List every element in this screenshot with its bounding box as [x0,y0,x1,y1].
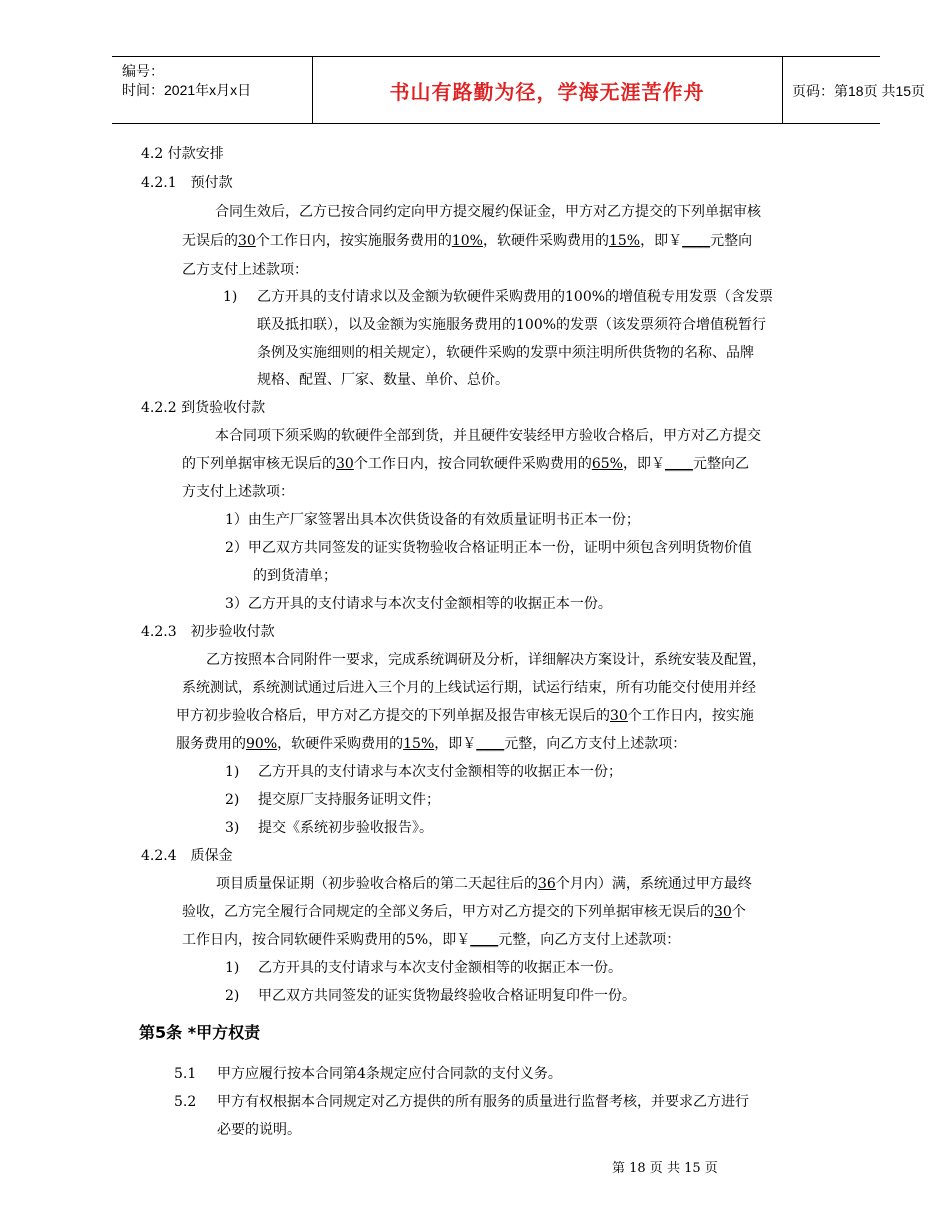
paragraph-line: 验收，乙方完全履行合同规定的全部义务后，甲方对乙方提交的下列单据审核无误后的30个 [182,904,746,920]
paragraph-line: 合同生效后，乙方已按合同约定向甲方提交履约保证金，甲方对乙方提交的下列单据审核 [215,204,761,220]
document-time-label: 时间：2021年x月x日 [122,82,252,98]
paragraph-line: 乙方按照本合同附件一要求，完成系统调研及分析，详细解决方案设计，系统安装及配置， [206,652,766,668]
list-item-line: 乙方开具的支付请求以及金额为软硬件采购费用的100%的增值税专用发票（含发票 [257,289,774,305]
paragraph-line: 工作日内，按合同软硬件采购费用的5%，即￥____元整，向乙方支付上述款项： [182,932,681,948]
section-4-2-1-title: 4.2.1 预付款 [141,175,233,191]
document-number-label: 编号： [122,63,164,79]
section-4-2-3-title: 4.2.3 初步验收付款 [141,624,275,640]
paragraph-line: 方支付上述款项： [182,484,294,500]
header-motto: 书山有路勤为径，学海无涯苦作舟 [389,80,705,104]
list-item: 乙方开具的支付请求与本次支付金额相等的收据正本一份。 [258,960,622,976]
list-item-number: 1) [225,764,240,780]
list-item-number: 1) [225,960,240,976]
page-footer: 第 18 页 共 15 页 [612,1161,718,1176]
paragraph-line: 的下列单据审核无误后的30个工作日内，按合同软硬件采购费用的65%，即￥____元整向乙 [182,456,749,472]
clause-text: 必要的说明。 [217,1122,301,1138]
paragraph-line: 乙方支付上述款项： [182,262,308,278]
list-item-number: 2) [225,792,240,808]
list-item-number: 3) [225,820,240,836]
section-4-2-title: 4.2 付款安排 [141,146,224,162]
section-4-2-4-title: 4.2.4 质保金 [141,848,233,864]
article-5-heading: 第5条 *甲方权责 [139,1023,261,1042]
list-item: 2）甲乙双方共同签发的证实货物验收合格证明正本一份，证明中须包含列明货物价值 [225,540,752,556]
list-item: 3）乙方开具的支付请求与本次支付金额相等的收据正本一份。 [225,596,612,612]
list-item: 乙方开具的支付请求与本次支付金额相等的收据正本一份； [258,764,622,780]
header-center-cell [312,57,783,123]
list-item-line: 的到货清单； [253,568,337,584]
list-item: 提交《系统初步验收报告》。 [258,820,433,836]
list-item-number: 1) [223,289,238,305]
clause-text: 甲方有权根据本合同规定对乙方提供的所有服务的质量进行监督考核，并要求乙方进行 [217,1094,749,1110]
paragraph-line: 本合同项下须采购的软硬件全部到货，并且硬件安装经甲方验收合格后，甲方对乙方提交 [215,428,761,444]
section-4-2-2-title: 4.2.2 到货验收付款 [141,400,266,416]
header-right-cell [782,57,926,123]
list-item-line: 条例及实施细则的相关规定），软硬件采购的发票中须注明所供货物的名称、品牌 [257,345,754,361]
list-item: 甲乙双方共同签发的证实货物最终验收合格证明复印件一份。 [258,988,636,1004]
clause-text: 甲方应履行按本合同第4条规定应付合同款的支付义务。 [217,1066,562,1082]
list-item-number: 2) [225,988,240,1004]
list-item: 1）由生产厂家签署出具本次供货设备的有效质量证明书正本一份； [225,512,640,528]
document-header [112,56,926,124]
paragraph-line: 无误后的30个工作日内，按实施服务费用的10%，软硬件采购费用的15%，即￥____元整向 [182,233,753,249]
paragraph-line: 系统测试，系统测试通过后进入三个月的上线试运行期，试运行结束，所有功能交付使用并经 [182,680,756,696]
clause-number: 5.2 [174,1094,197,1110]
clause-number: 5.1 [174,1066,197,1082]
paragraph-line: 甲方初步验收合格后，甲方对乙方提交的下列单据及报告审核无误后的30个工作日内，按实施 [176,708,754,724]
paragraph-line: 服务费用的90%，软硬件采购费用的15%，即￥____元整，向乙方支付上述款项： [176,736,687,752]
header-left-cell [112,57,313,123]
list-item-line: 规格、配置、厂家、数量、单价、总价。 [257,372,509,388]
list-item-line: 联及抵扣联），以及金额为实施服务费用的100%的发票（该发票须符合增值税暂行 [257,317,767,333]
header-page-label: 页码：第18页 共15页 [792,83,926,99]
list-item: 提交原厂支持服务证明文件； [258,792,440,808]
paragraph-line: 项目质量保证期（初步验收合格后的第二天起往后的36个月内）满，系统通过甲方最终 [216,876,752,892]
